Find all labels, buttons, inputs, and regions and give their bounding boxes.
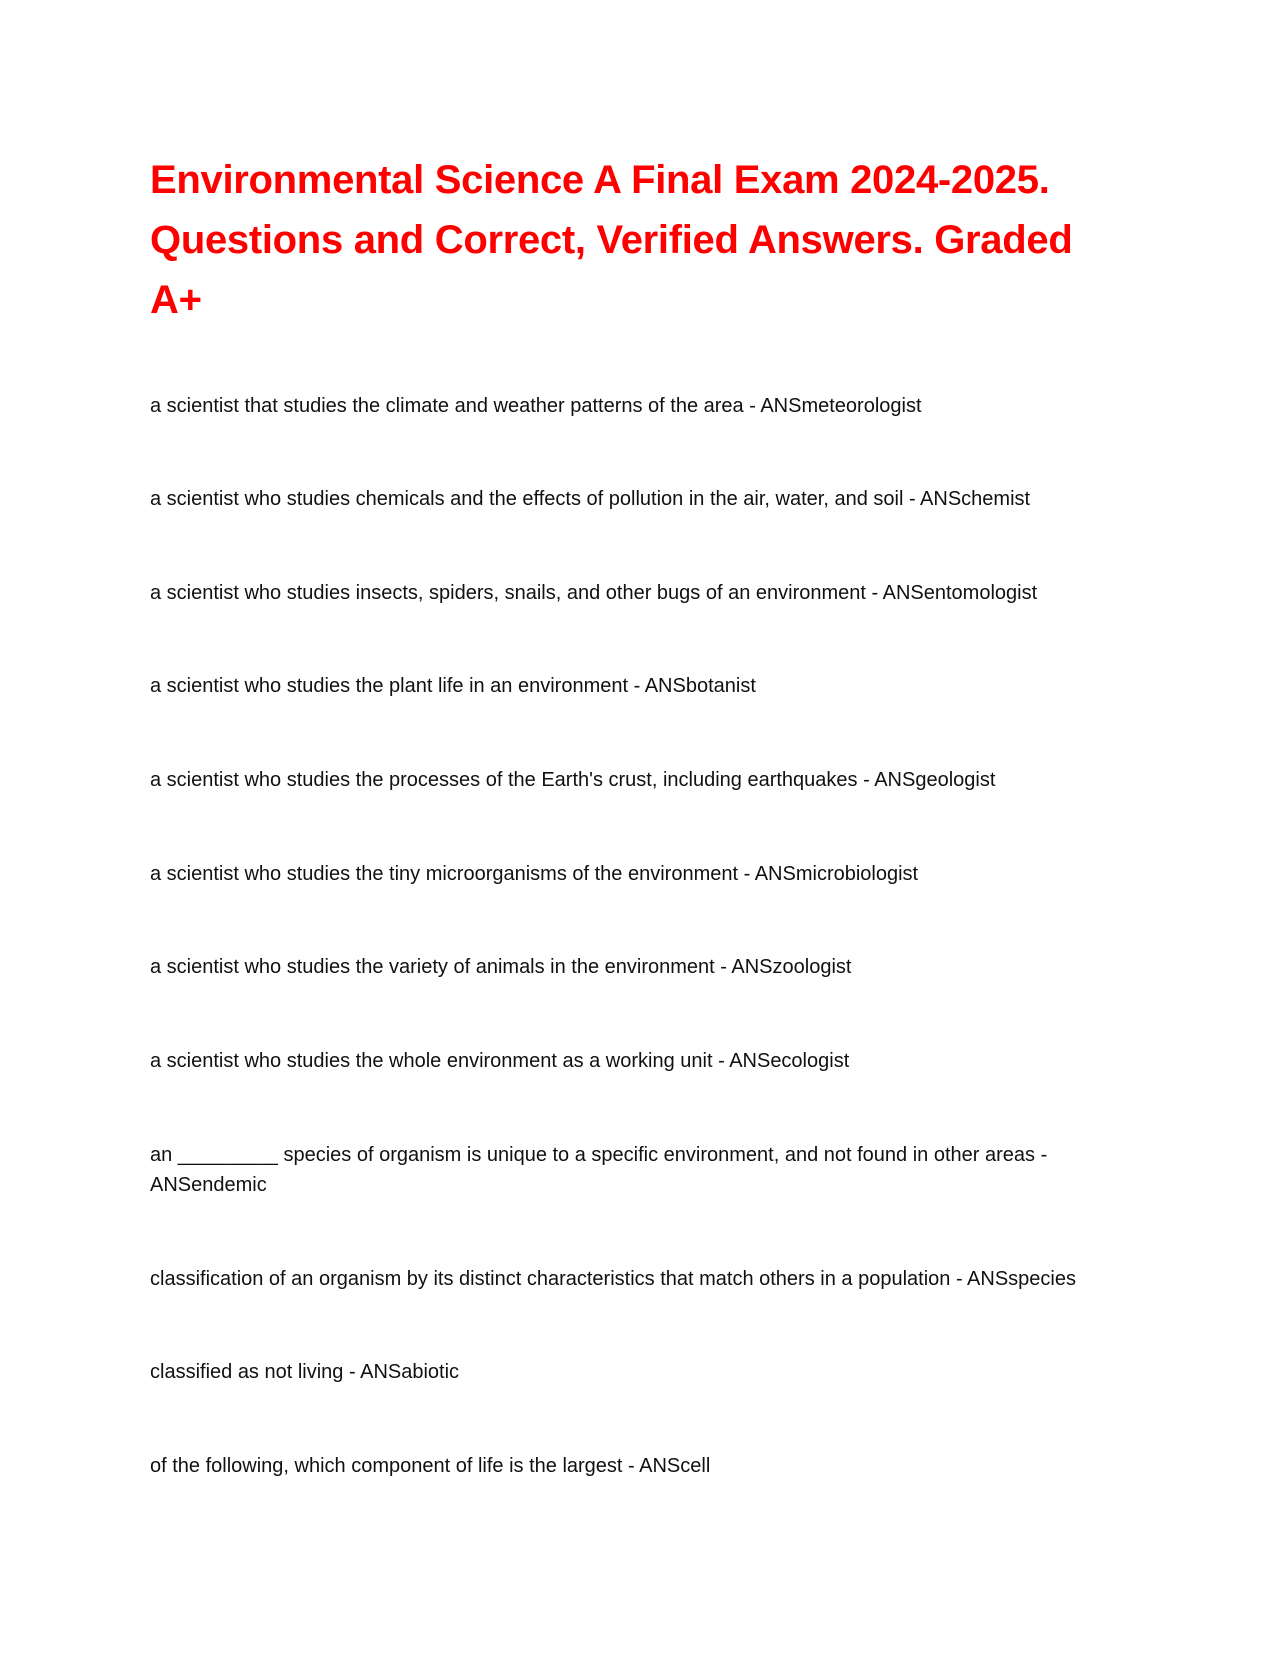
- qa-item-entomologist: a scientist who studies insects, spiders, snails, and other bugs of an environment - ANSentomologist: [150, 582, 1038, 604]
- title-line-1: Environmental Science A Final Exam 2024-2025.: [150, 158, 1050, 202]
- qa-item-abiotic: classified as not living - ANSabiotic: [150, 1361, 460, 1383]
- title-line-3: A+: [150, 278, 202, 322]
- qa-item-microbiologist: a scientist who studies the tiny microorganisms of the environment - ANSmicrobiologist: [150, 863, 919, 885]
- qa-item-ecologist: a scientist who studies the whole environment as a working unit - ANSecologist: [150, 1050, 850, 1072]
- qa-item-species: classification of an organism by its distinct characteristics that match others in a population - ANSspecies: [150, 1268, 1076, 1290]
- qa-item-endemic-line-2: ANSendemic: [150, 1174, 267, 1196]
- qa-item-endemic: [150, 1140, 1130, 1200]
- qa-item-geologist: a scientist who studies the processes of the Earth's crust, including earthquakes - ANSgeologist: [150, 769, 996, 791]
- qa-item-endemic-line-1: an _________ species of organism is unique to a specific environment, and not found in other areas -: [150, 1144, 1048, 1166]
- qa-item-botanist: a scientist who studies the plant life in an environment - ANSbotanist: [150, 675, 756, 697]
- document-title: [150, 150, 1110, 330]
- qa-item-zoologist: a scientist who studies the variety of animals in the environment - ANSzoologist: [150, 956, 852, 978]
- qa-item-chemist: a scientist who studies chemicals and the effects of pollution in the air, water, and soil - ANSchemist: [150, 488, 1031, 510]
- qa-item-cell: of the following, which component of life is the largest - ANScell: [150, 1455, 711, 1477]
- title-line-2: Questions and Correct, Verified Answers. Graded: [150, 218, 1073, 262]
- qa-item-meteorologist: a scientist that studies the climate and weather patterns of the area - ANSmeteorologist: [150, 395, 922, 417]
